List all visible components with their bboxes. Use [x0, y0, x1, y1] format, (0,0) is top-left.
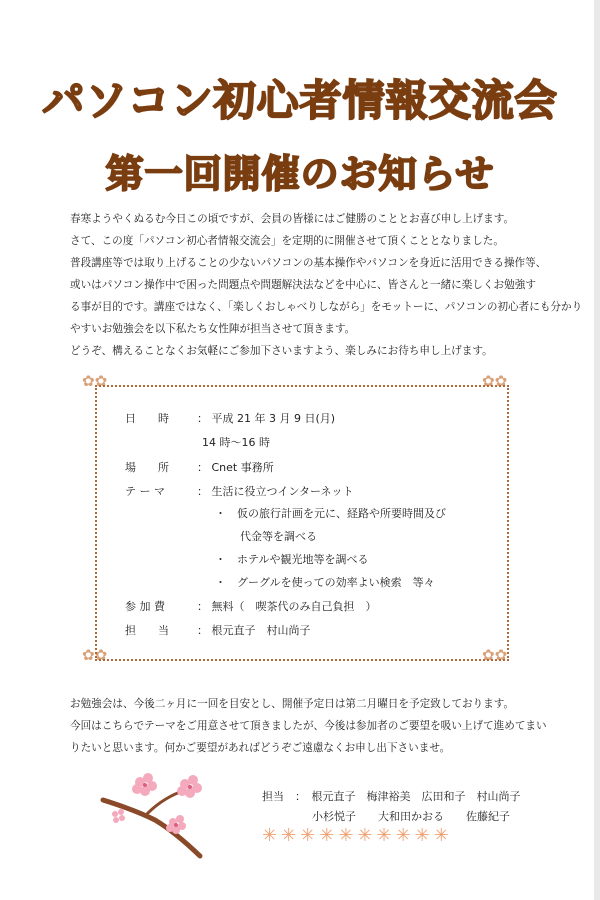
theme-value: 生活に役立つインターネット [211, 485, 354, 498]
staff-value: 根元直子 村山尚子 [211, 624, 311, 637]
place-value: Cnet 事務所 [211, 461, 274, 474]
theme-label: テ ー マ [125, 485, 165, 498]
theme-bullet: ・ 仮の旅行計画を元に、経路や所要時間及び [215, 507, 446, 520]
date-value: 平成 21 年 3 月 9 日(月) [211, 412, 336, 425]
intro-line: どうぞ、構えることなくお気軽にご参加下さいますよう、楽しみにお待ち申し上げます。 [70, 345, 493, 357]
intro-line: 春寒ようやくぬるむ今日この頃ですが、会員の皆様にはご健勝のこととお喜び申し上げます。 [70, 213, 515, 225]
footer-staff-line: 小杉悦子 大和田かおる 佐藤紀子 [312, 810, 510, 823]
date-row: 日 時 ： 平成 21 年 3 月 9 日(月) [125, 412, 336, 425]
staff-row: 担 当 ： 根元直子 村山尚子 [125, 624, 311, 637]
page-edge [594, 0, 600, 900]
theme-bullet: ・ グーグルを使っての効率よい検索 等々 [215, 576, 435, 589]
time-value: 14 時～16 時 [202, 436, 270, 449]
event-details-frame [95, 385, 509, 664]
fee-row: 参 加 費 ： 無料（ 喫茶代のみ自己負担 ） [125, 600, 377, 613]
fee-value: 無料（ 喫茶代のみ自己負担 ） [211, 600, 377, 613]
closing-line: りたいと思います。何かご要望があればどうぞご遠慮なくお申し出下さいませ。 [70, 742, 451, 754]
intro-paragraph [70, 208, 583, 362]
place-label: 場 所 [125, 461, 169, 474]
footer-staff-line: 担当 ： 根元直子 梅津裕美 広田和子 村山尚子 [262, 790, 521, 803]
flower-icon: ✿✿ [82, 646, 108, 664]
theme-bullet: ・ ホテルや観光地等を調べる [215, 553, 369, 566]
main-title: パソコン初心者情報交流会 [42, 76, 558, 125]
fee-label: 参 加 費 [125, 600, 165, 613]
flower-icon: ✿✿ [482, 646, 508, 664]
staff-label: 担 当 [125, 624, 169, 637]
closing-paragraph [70, 693, 550, 759]
intro-line: さて、この度「パソコン初心者情報交流会」を定期的に開催させて頂くこととなりました。 [70, 235, 504, 247]
sparkle-icon: ✳✳✳✳✳✳✳✳✳✳ [262, 825, 453, 846]
theme-row: テ ー マ ： 生活に役立つインターネット [125, 485, 354, 498]
sub-title: 第一回開催のお知らせ [105, 152, 495, 196]
flower-icon: ✿✿ [482, 372, 508, 390]
intro-line: 或いはパソコン操作中で困った問題点や問題解決法などを中心に、皆さんと一緒に楽しくお勉強す [70, 279, 536, 291]
closing-line: お勉強会は、今後二ヶ月に一回を目安とし、開催予定日は第二月曜日を予定致しております。 [70, 698, 515, 710]
closing-line: 今回はこちらでテーマをご用意させて頂きましたが、今後は参加者のご要望を吸い上げて進めてまい [70, 720, 547, 732]
cherry-blossom-branch-icon [95, 770, 215, 860]
date-label: 日 時 [125, 412, 169, 425]
intro-line: 普段講座等では取り上げることの少ないパソコンの基本操作やパソコンを身近に活用できる操作等、 [70, 257, 547, 269]
flower-icon: ✿✿ [82, 372, 108, 390]
theme-bullet-continued: 代金等を調べる [240, 530, 317, 543]
intro-line: やすいお勉強会を以下私たち女性陣が担当させて頂きます。 [70, 323, 356, 335]
place-row: 場 所 ： Cnet 事務所 [125, 461, 274, 474]
intro-line: る事が目的です。講座ではなく、「楽しくおしゃべりしながら」をモットーに、パソコンの初心者にも分かり [70, 301, 583, 313]
